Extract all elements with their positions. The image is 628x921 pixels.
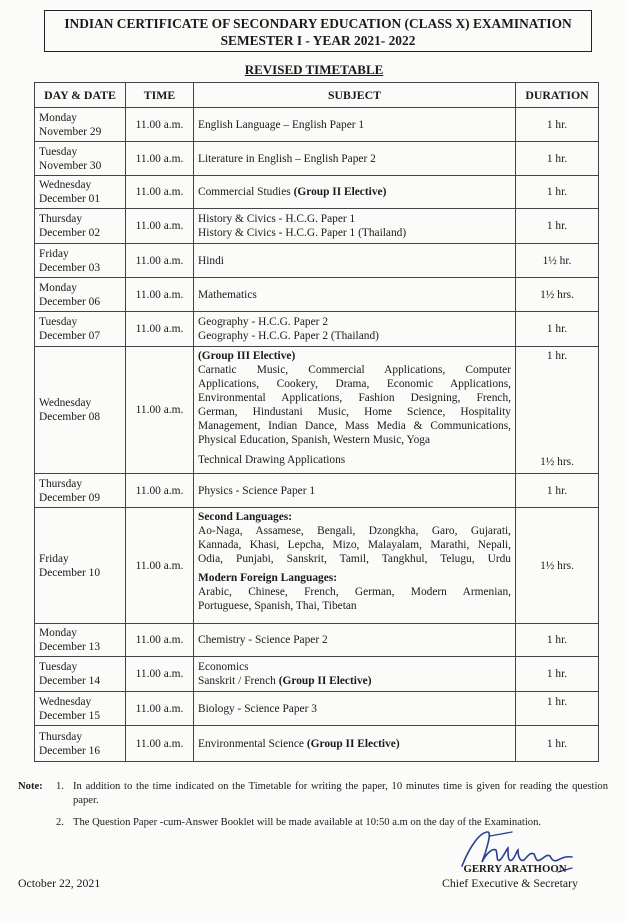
- duration-cell: 1 hr.: [516, 176, 599, 209]
- date-label: November 29: [39, 125, 102, 138]
- day-label: Tuesday: [39, 145, 78, 158]
- subject-line: History & Civics - H.C.G. Paper 1: [198, 213, 356, 225]
- subject-text: Sanskrit / French: [198, 675, 276, 687]
- subject-cell: [194, 726, 516, 762]
- table-header-row: [35, 83, 599, 108]
- duration-cell: [516, 347, 599, 474]
- subject-cell: English Language – English Paper 1: [194, 108, 516, 142]
- date-label: November 30: [39, 159, 102, 172]
- group-heading: (Group III Elective): [198, 350, 296, 362]
- duration-cell: 1 hr.: [516, 474, 599, 508]
- day-date-cell: [35, 726, 126, 762]
- day-label: Tuesday: [39, 661, 78, 673]
- day-date-cell: [35, 142, 126, 176]
- day-label: Thursday: [39, 477, 83, 490]
- day-date-cell: [35, 692, 126, 726]
- duration-cell: 1 hr.: [516, 142, 599, 176]
- time-cell: 11.00 a.m.: [126, 176, 194, 209]
- document-header: [44, 10, 592, 52]
- time-cell: 11.00 a.m.: [126, 624, 194, 657]
- note-label: Note:: [18, 781, 43, 792]
- table-row: [35, 657, 599, 692]
- group-subject-line: Environmental Applications, Fashion Designing, French,: [198, 392, 511, 404]
- foreign-languages-heading: Modern Foreign Languages:: [198, 572, 338, 584]
- duration-cell: 1½ hrs.: [516, 278, 599, 312]
- subject-cell: [194, 657, 516, 692]
- note-text: In addition to the time indicated on the Timetable for writing the paper, 10 minutes time is given for reading the question paper.: [73, 781, 608, 806]
- time-cell: 11.00 a.m.: [126, 142, 194, 176]
- table-row: [35, 244, 599, 278]
- subject-cell: Literature in English – English Paper 2: [194, 142, 516, 176]
- extra-subject: Technical Drawing Applications: [198, 454, 346, 466]
- table-row: [35, 312, 599, 347]
- note-number: 2.: [56, 817, 64, 828]
- duration-cell: 1 hr.: [516, 108, 599, 142]
- time-cell: 11.00 a.m.: [126, 108, 194, 142]
- subject-cell: Biology - Science Paper 3: [194, 692, 516, 726]
- time-cell: 11.00 a.m.: [126, 726, 194, 762]
- duration-cell: 1½ hrs.: [516, 508, 599, 624]
- day-date-cell: [35, 209, 126, 244]
- table-row: [35, 347, 599, 474]
- duration-cell: 1 hr.: [516, 692, 599, 726]
- duration-cell: 1 hr.: [516, 312, 599, 347]
- column-header-subject: SUBJECT: [194, 83, 516, 108]
- note-number: 1.: [56, 781, 64, 792]
- timetable-subtitle: REVISED TIMETABLE: [244, 62, 384, 77]
- date-label: December 03: [39, 261, 101, 274]
- day-date-cell: [35, 347, 126, 474]
- subject-cell: Chemistry - Science Paper 2: [194, 624, 516, 657]
- column-header-day-date: DAY & DATE: [35, 83, 126, 108]
- subject-cell: Mathematics: [194, 278, 516, 312]
- date-label: December 01: [39, 193, 101, 205]
- elective-tag: (Group II Elective): [306, 737, 400, 750]
- group-duration: 1 hr.: [546, 350, 568, 362]
- subject-cell: [194, 347, 516, 474]
- group-subject-line: Applications, Cookery, Drama, Economic Applications,: [198, 378, 511, 390]
- time-cell: 11.00 a.m.: [126, 278, 194, 312]
- group-subject-line: Management, Indian Dance, Mass Media & Communications,: [198, 420, 511, 432]
- time-cell: 11.00 a.m.: [126, 474, 194, 508]
- table-row: [35, 209, 599, 244]
- header-semester: SEMESTER I - YEAR 2021- 2022: [220, 33, 416, 48]
- language-line: Kannada, Khasi, Lepcha, Mizo, Malayalam, Marathi, Nepali,: [198, 539, 511, 551]
- day-label: Monday: [39, 111, 77, 124]
- date-label: December 08: [39, 411, 101, 423]
- date-label: December 06: [39, 295, 101, 308]
- table-row: [35, 176, 599, 209]
- elective-tag: (Group II Elective): [278, 675, 372, 687]
- table-row: [35, 474, 599, 508]
- day-date-cell: [35, 244, 126, 278]
- note-item: [18, 780, 608, 808]
- subject-cell: Hindi: [194, 244, 516, 278]
- duration-cell: 1 hr.: [516, 624, 599, 657]
- signatory-title: Chief Executive & Secretary: [442, 876, 578, 890]
- elective-tag: (Group II Elective): [293, 186, 387, 198]
- date-label: December 13: [39, 641, 101, 653]
- day-date-cell: [35, 312, 126, 347]
- subject-cell: [194, 176, 516, 209]
- subject-cell: Physics - Science Paper 1: [194, 474, 516, 508]
- day-label: Wednesday: [39, 179, 92, 191]
- duration-cell: 1 hr.: [516, 726, 599, 762]
- day-label: Thursday: [39, 213, 83, 225]
- time-cell: 11.00 a.m.: [126, 209, 194, 244]
- table-row: [35, 726, 599, 762]
- duration-cell: 1½ hr.: [516, 244, 599, 278]
- table-row: [35, 624, 599, 657]
- day-date-cell: [35, 278, 126, 312]
- header-title: INDIAN CERTIFICATE OF SECONDARY EDUCATION (CLASS X) EXAMINATION: [64, 16, 572, 31]
- language-line: Ao-Naga, Assamese, Bengali, Dzongkha, Garo, Gujarati,: [198, 525, 511, 537]
- date-label: December 14: [39, 675, 101, 687]
- day-date-cell: [35, 474, 126, 508]
- subject-line: Geography - H.C.G. Paper 2: [198, 316, 329, 328]
- table-row: [35, 508, 599, 624]
- language-line: Arabic, Chinese, French, German, Modern Armenian,: [198, 586, 511, 598]
- day-label: Friday: [39, 552, 69, 565]
- time-cell: 11.00 a.m.: [126, 508, 194, 624]
- subject-line: Geography - H.C.G. Paper 2 (Thailand): [198, 330, 379, 342]
- day-label: Monday: [39, 281, 77, 294]
- subject-cell: [194, 209, 516, 244]
- subject-text: Commercial Studies: [198, 186, 291, 198]
- table-row: [35, 142, 599, 176]
- time-cell: 11.00 a.m.: [126, 347, 194, 474]
- day-label: Monday: [39, 627, 77, 639]
- day-label: Tuesday: [39, 316, 78, 328]
- time-cell: 11.00 a.m.: [126, 244, 194, 278]
- day-date-cell: [35, 624, 126, 657]
- table-row: [35, 692, 599, 726]
- subject-line: History & Civics - H.C.G. Paper 1 (Thailand): [198, 227, 407, 239]
- note-text: The Question Paper -cum-Answer Booklet will be made available at 10:50 a.m on the day of the Examination.: [73, 817, 542, 828]
- table-row: [35, 278, 599, 312]
- time-cell: 11.00 a.m.: [126, 692, 194, 726]
- date-label: December 16: [39, 744, 101, 757]
- day-label: Wednesday: [39, 695, 92, 708]
- group-subject-line: Physical Education, Spanish, Western Music, Yoga: [198, 434, 431, 446]
- day-label: Friday: [39, 247, 69, 260]
- subject-cell: [194, 312, 516, 347]
- table-row: [35, 108, 599, 142]
- day-date-cell: [35, 508, 126, 624]
- day-date-cell: [35, 657, 126, 692]
- subject-cell: [194, 508, 516, 624]
- date-label: December 07: [39, 330, 101, 342]
- time-cell: 11.00 a.m.: [126, 312, 194, 347]
- day-date-cell: [35, 108, 126, 142]
- group-subject-line: German, Hindustani Music, Home Science, Hospitality: [198, 406, 511, 418]
- subject-text: Environmental Science: [198, 737, 304, 750]
- date-label: December 09: [39, 491, 101, 504]
- duration-cell: 1 hr.: [516, 657, 599, 692]
- date-label: December 10: [39, 566, 101, 579]
- column-header-duration: DURATION: [516, 83, 599, 108]
- extra-duration: 1½ hrs.: [540, 456, 574, 468]
- second-languages-heading: Second Languages:: [198, 511, 292, 523]
- language-line: Odia, Punjabi, Sanskrit, Tamil, Tangkhul, Telugu, Urdu: [198, 553, 511, 565]
- day-date-cell: [35, 176, 126, 209]
- time-cell: 11.00 a.m.: [126, 657, 194, 692]
- column-header-time: TIME: [126, 83, 194, 108]
- date-label: December 02: [39, 227, 101, 239]
- subject-line: Economics: [198, 661, 249, 673]
- date-label: December 15: [39, 709, 101, 722]
- day-label: Wednesday: [39, 397, 92, 409]
- language-line: Portuguese, Spanish, Thai, Tibetan: [198, 600, 357, 612]
- day-label: Thursday: [39, 730, 83, 743]
- signatory-name: GERRY ARATHOON: [463, 863, 567, 875]
- issue-date: October 22, 2021: [18, 876, 101, 890]
- group-subject-line: Carnatic Music, Commercial Applications, Computer: [198, 364, 511, 376]
- timetable: [34, 82, 599, 762]
- duration-cell: 1 hr.: [516, 209, 599, 244]
